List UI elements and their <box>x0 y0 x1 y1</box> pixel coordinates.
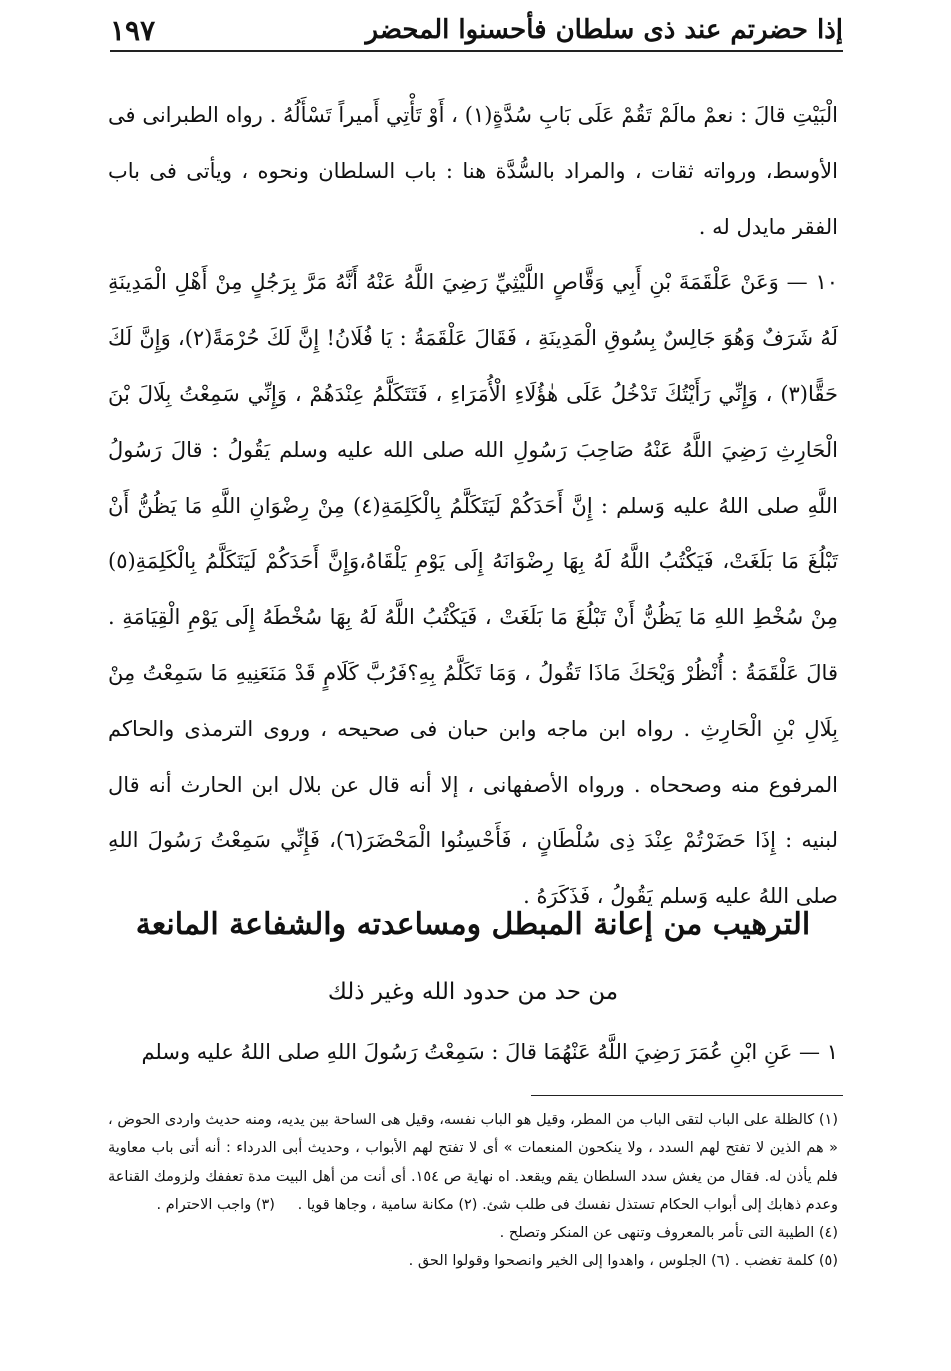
paragraph-hadith-10: ١٠ — وَعَنْ عَلْقَمَةَ بْنِ أَبِي وَقَّاصٍ اللَّيْثِيِّ رَضِيَ اللَّهُ عَنْهُ أَنَّهُ مَرَّ بِرَجُلٍ مِنْ أَهْلِ الْمَدِينَةِ لَهُ شَرَفٌ وَهُوَ جَالِسٌ بِسُوقِ الْمَدِينَةِ ، فَقَالَ عَلْقَمَةُ : يَا فُلَانُ! إِنَّ لَكَ حُرْمَةً(٢)، وَإِنَّ لَكَ حَقًّا(٣) ، وَإِنِّي رَأَيْتُكَ تَدْخُلُ عَلَى هٰؤُلَاءِ الْأُمَرَاءِ ، فَتَتَكَلَّمُ عِنْدَهُمْ ، وَإِنِّي سَمِعْتُ بِلَالَ بْنَ الْحَارِثِ رَضِيَ اللَّهُ عَنْهُ صَاحِبَ رَسُولِ الله صلى الله عليه وسلم يَقُولُ : قالَ رَسُولُ اللَّهِ صلى اللهُ عليه وَسلم : إِنَّ أَحَدَكُمْ لَيَتَكَلَّمُ بِالْكَلِمَةِ(٤) مِنْ رِضْوَانِ اللَّهِ مَا يَظُنُّ أَنْ تَبْلُغَ مَا بَلَغَتْ، فَيَكْتُبُ اللَّهُ لَهُ بِهَا رِضْوَانَهُ إِلَى يَوْمِ يَلْقَاهُ،وَإِنَّ أَحَدَكُمْ لَيَتَكَلَّمُ بِالْكَلِمَةِ(٥) مِنْ سُخْطِ اللهِ مَا يَظُنُّ أَنْ تَبْلُغَ مَا بَلَغَتْ ، فَيَكْتُبُ اللَّهُ لَهُ بِهَا سُخْطَهُ إِلَى يَوْمِ الْقِيَامَةِ . قالَ عَلْقَمَةُ : أُنْظُرْ وَيْحَكَ مَاذَا تَقُولُ ، وَمَا تَكَلَّمُ بِهِ؟فَرُبَّ كَلَامٍ قَدْ مَنَعَنِيهِ مَا سَمِعْتُ مِنْ بِلَالِ بْنِ الْحَارِثِ . رواه ابن ماجه وابن حبان فى صحيحه ، وروى الترمذى والحاكم المرفوع منه وصححاه . ورواه الأصفهانى ، إلا أنه قال عن بلال ابن الحارث أنه قال لبنيه : إِذَا حَضَرْتُمْ عِنْدَ ذِى سُلْطَانٍ ، فَأَحْسِنُوا الْمَحْضَرَ(٦)، فَإِنِّي سَمِعْتُ رَسُولَ اللهِ صلى اللهُ عليه وَسلم يَقُولُ ، فَذَكَرَهُ . <box>108 270 838 909</box>
section-subheading: من حد من حدود الله وغير ذلك <box>327 979 619 1005</box>
hadith-1-start: ١ — عَنِ ابْنِ عُمَرَ رَضِيَ اللَّهُ عَنْهُمَا قالَ : سَمِعْتُ رَسُولَ اللهِ صلى اللهُ عليه وسلم <box>141 1040 838 1064</box>
page-number: ١٩٧ <box>110 13 156 47</box>
running-title: إذا حضرتم عند ذى سلطان فأحسنوا المحضر <box>365 15 843 45</box>
page-header <box>110 10 843 52</box>
footnote-1-and-2-3 <box>108 1106 838 1219</box>
footnote-divider <box>531 1095 843 1096</box>
paragraph-1: الْبَيْتِ قالَ : نعمْ مالَمْ تَقُمْ عَلَى بَابِ سُدَّةٍ(١) ، أَوْ تَأْتِي أَميراً تَسْأَلُهُ . رواه الطبرانى فى الأوسط، ورواته ثقات ، والمراد بالسُّدَّة هنا : باب السلطان ونحوه ، ويأتى فى باب الفقر مايدل له . <box>108 103 838 239</box>
footnote-5-and-6 <box>108 1247 838 1275</box>
footnote-4: (٤) الطيبة التى تأمر بالمعروف وتنهى عن المنكر وتصلح . <box>499 1225 838 1242</box>
main-text <box>108 88 838 925</box>
footnotes <box>108 1106 838 1276</box>
footnote-1: (١) كالظلة على الباب لتقى الباب من المطر، وقيل هو الباب نفسه، وقيل هى الساحة بين يديه، ومنه حديث واردى الحوض ، « هم الذين لا تفتح لهم السدد ، ولا ينكحون المنعمات » أى لا تفتح لهم الأبواب ، وحديث أبى الدرداء : أنه أتى باب معاوية فلم يأذن له. فقال من يغش سدد السلطان يقم ويقعد. اه نهاية ص ١٥٤. أى أنت من أهل البيت مدة تعففك ولزومك القناعة وعدم ذهابك إلى أبواب الحكام تستذل نفسك فى طلب شئ. <box>108 1112 838 1213</box>
footnote-6: (٦) الجلوس ، واهدوا إلى الخير وانصحوا وقولوا الحق . <box>408 1253 731 1270</box>
footnote-2: (٢) مكانة سامية ، وجاها قويا . <box>297 1196 478 1213</box>
section-heading: الترهيب من إعانة المبطل ومساعدته والشفاعة المانعة <box>135 907 811 942</box>
footnote-5: (٥) كلمة تغضب . <box>734 1253 838 1270</box>
footnote-3: (٣) واجب الاحترام . <box>156 1196 275 1213</box>
